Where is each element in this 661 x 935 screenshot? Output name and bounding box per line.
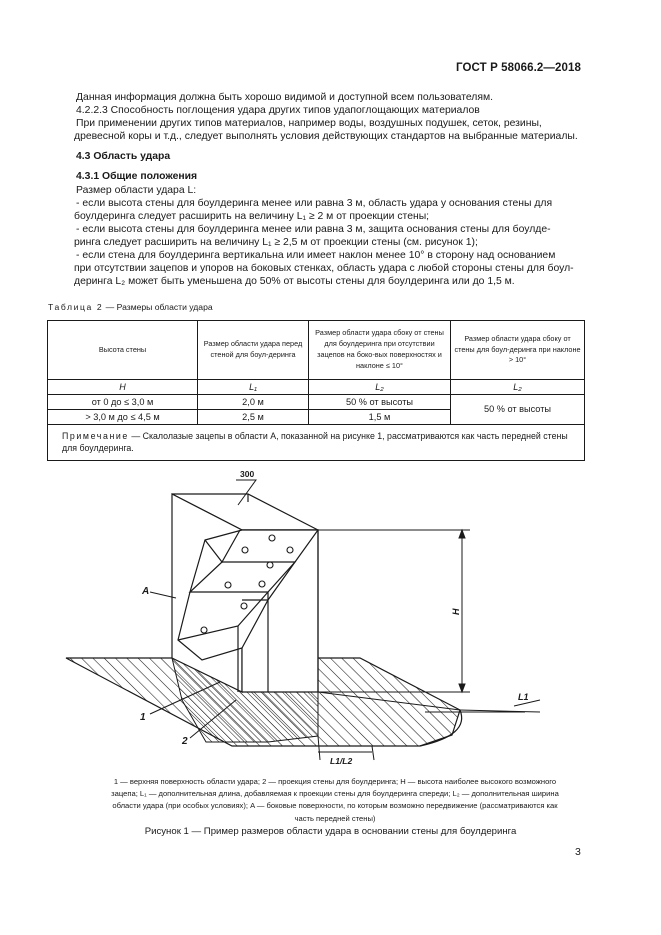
standard-number: ГОСТ Р 58066.2—2018 bbox=[456, 62, 581, 74]
table-row bbox=[48, 395, 585, 410]
table-header-cell: Размер области удара перед стеной для боул-деринга bbox=[198, 321, 309, 380]
label-h: H bbox=[451, 608, 461, 615]
paragraph: ринга следует расширить на величину L₁ ≥ 2,5 м от проекции стены (см. рисунок 1); bbox=[74, 236, 478, 248]
page-number: 3 bbox=[575, 846, 581, 858]
table-caption-text: — Размеры области удара bbox=[103, 302, 213, 312]
subsection-title: 4.3.1 Общие положения bbox=[76, 171, 198, 183]
boulder-wall bbox=[172, 494, 318, 692]
table-cell: 1,5 м bbox=[309, 410, 451, 425]
table-cell: 2,5 м bbox=[198, 410, 309, 425]
table-symbol-cell: L₂ bbox=[309, 380, 451, 395]
note-text: — Скалолазые зацепы в области А, показанной на рисунке 1, рассматриваются как часть передней стены для боулдеринга. bbox=[62, 431, 568, 453]
table-note bbox=[48, 425, 585, 461]
figure-boulder-wall-diagram bbox=[40, 466, 600, 766]
table-cell: > 3,0 м до ≤ 4,5 м bbox=[48, 410, 198, 425]
paragraph: боулдеринга следует расширить на величину L₁ ≥ 2 м от проекции стены; bbox=[74, 210, 430, 222]
table-header-cell: Высота стены bbox=[48, 321, 198, 380]
table-cell: 50 % от высоты bbox=[309, 395, 451, 410]
paragraph: при отсутствии зацепов и упоров на боковых стенках, область удара с любой стороны стены для боул- bbox=[74, 263, 574, 275]
table-caption-label: Таблица 2 bbox=[48, 302, 104, 312]
legend-line: 1 — верхняя поверхность области удара; 2 — проекция стены для боулдеринга; H — высота наиболее высокого возможного bbox=[113, 777, 557, 786]
table-symbol-cell: H bbox=[48, 380, 198, 395]
paragraph: Данная информация должна быть хорошо видимой и доступной всем пользователям. bbox=[76, 92, 494, 103]
legend-line: часть передней стены) bbox=[294, 813, 376, 823]
paragraph: древесной коры и т.д., следует выполнять условия действующих стандартов на выбранные материалы. bbox=[74, 131, 578, 143]
paragraph: деринга L₂ может быть уменьшена до 50% от высоты стены для боулдеринга или до 1,5 м. bbox=[74, 276, 515, 288]
table-header-cell: Размер области удара сбоку от стены для боул-деринга при наклоне > 10° bbox=[451, 321, 585, 380]
legend-line: области удара (при особых условиях); A — боковые поверхности, по которым возможно передвижение (рассматриваются как bbox=[112, 801, 558, 811]
body-text bbox=[76, 91, 584, 288]
note-label: Примечание bbox=[62, 431, 129, 441]
paragraph: - если стена для боулдеринга вертикальна или имеет наклон менее 10° в сторону над основанием bbox=[76, 250, 556, 262]
table-header-row bbox=[48, 321, 585, 380]
label-area-a: A bbox=[142, 586, 150, 597]
impact-area-table bbox=[47, 320, 585, 461]
label-l1: L1 bbox=[518, 692, 529, 702]
table-symbol-cell: L₂ bbox=[451, 380, 585, 395]
paragraph: - если высота стены для боулдеринга менее или равна 3 м, защита основания стены для боулде- bbox=[76, 223, 551, 235]
figure-caption: Рисунок 1 — Пример размеров области удара в основании стены для боулдеринга bbox=[144, 826, 517, 837]
legend-line: зацепа; L₁ — дополнительная длина, добавляемая к проекции стены для боулдеринга спереди; L₂ — дополнительная ширина bbox=[111, 789, 559, 799]
table-symbol-row bbox=[48, 380, 585, 395]
table-header-cell: Размер области удара сбоку от стены для боулдеринга при отсутствии зацепов на боко-вых поверхностях и наклоне ≤ 10° bbox=[309, 321, 451, 380]
paragraph: Размер области удара L: bbox=[76, 184, 197, 196]
table-symbol-cell: L₁ bbox=[198, 380, 309, 395]
paragraph: - если высота стены для боулдеринга менее или равна 3 м, область удара у основания стены для bbox=[76, 197, 553, 209]
table-note-row bbox=[48, 425, 585, 461]
table-merged-cell: 50 % от высоты bbox=[451, 395, 585, 425]
paragraph: При применении других типов материалов, например воды, воздушных подушек, сеток, резины, bbox=[76, 118, 542, 130]
table-cell: от 0 до ≤ 3,0 м bbox=[48, 395, 198, 410]
table-cell: 2,0 м bbox=[198, 395, 309, 410]
section-title: 4.3 Область удара bbox=[76, 151, 171, 163]
label-1: 1 bbox=[140, 712, 146, 723]
table-caption bbox=[48, 302, 213, 312]
label-2: 2 bbox=[182, 736, 188, 747]
paragraph: 4.2.2.3 Способность поглощения удара других типов удапоглощающих материалов bbox=[76, 105, 480, 117]
figure-legend bbox=[80, 776, 590, 825]
label-300: 300 bbox=[240, 469, 255, 479]
label-l1-l2: L1/L2 bbox=[330, 756, 353, 766]
